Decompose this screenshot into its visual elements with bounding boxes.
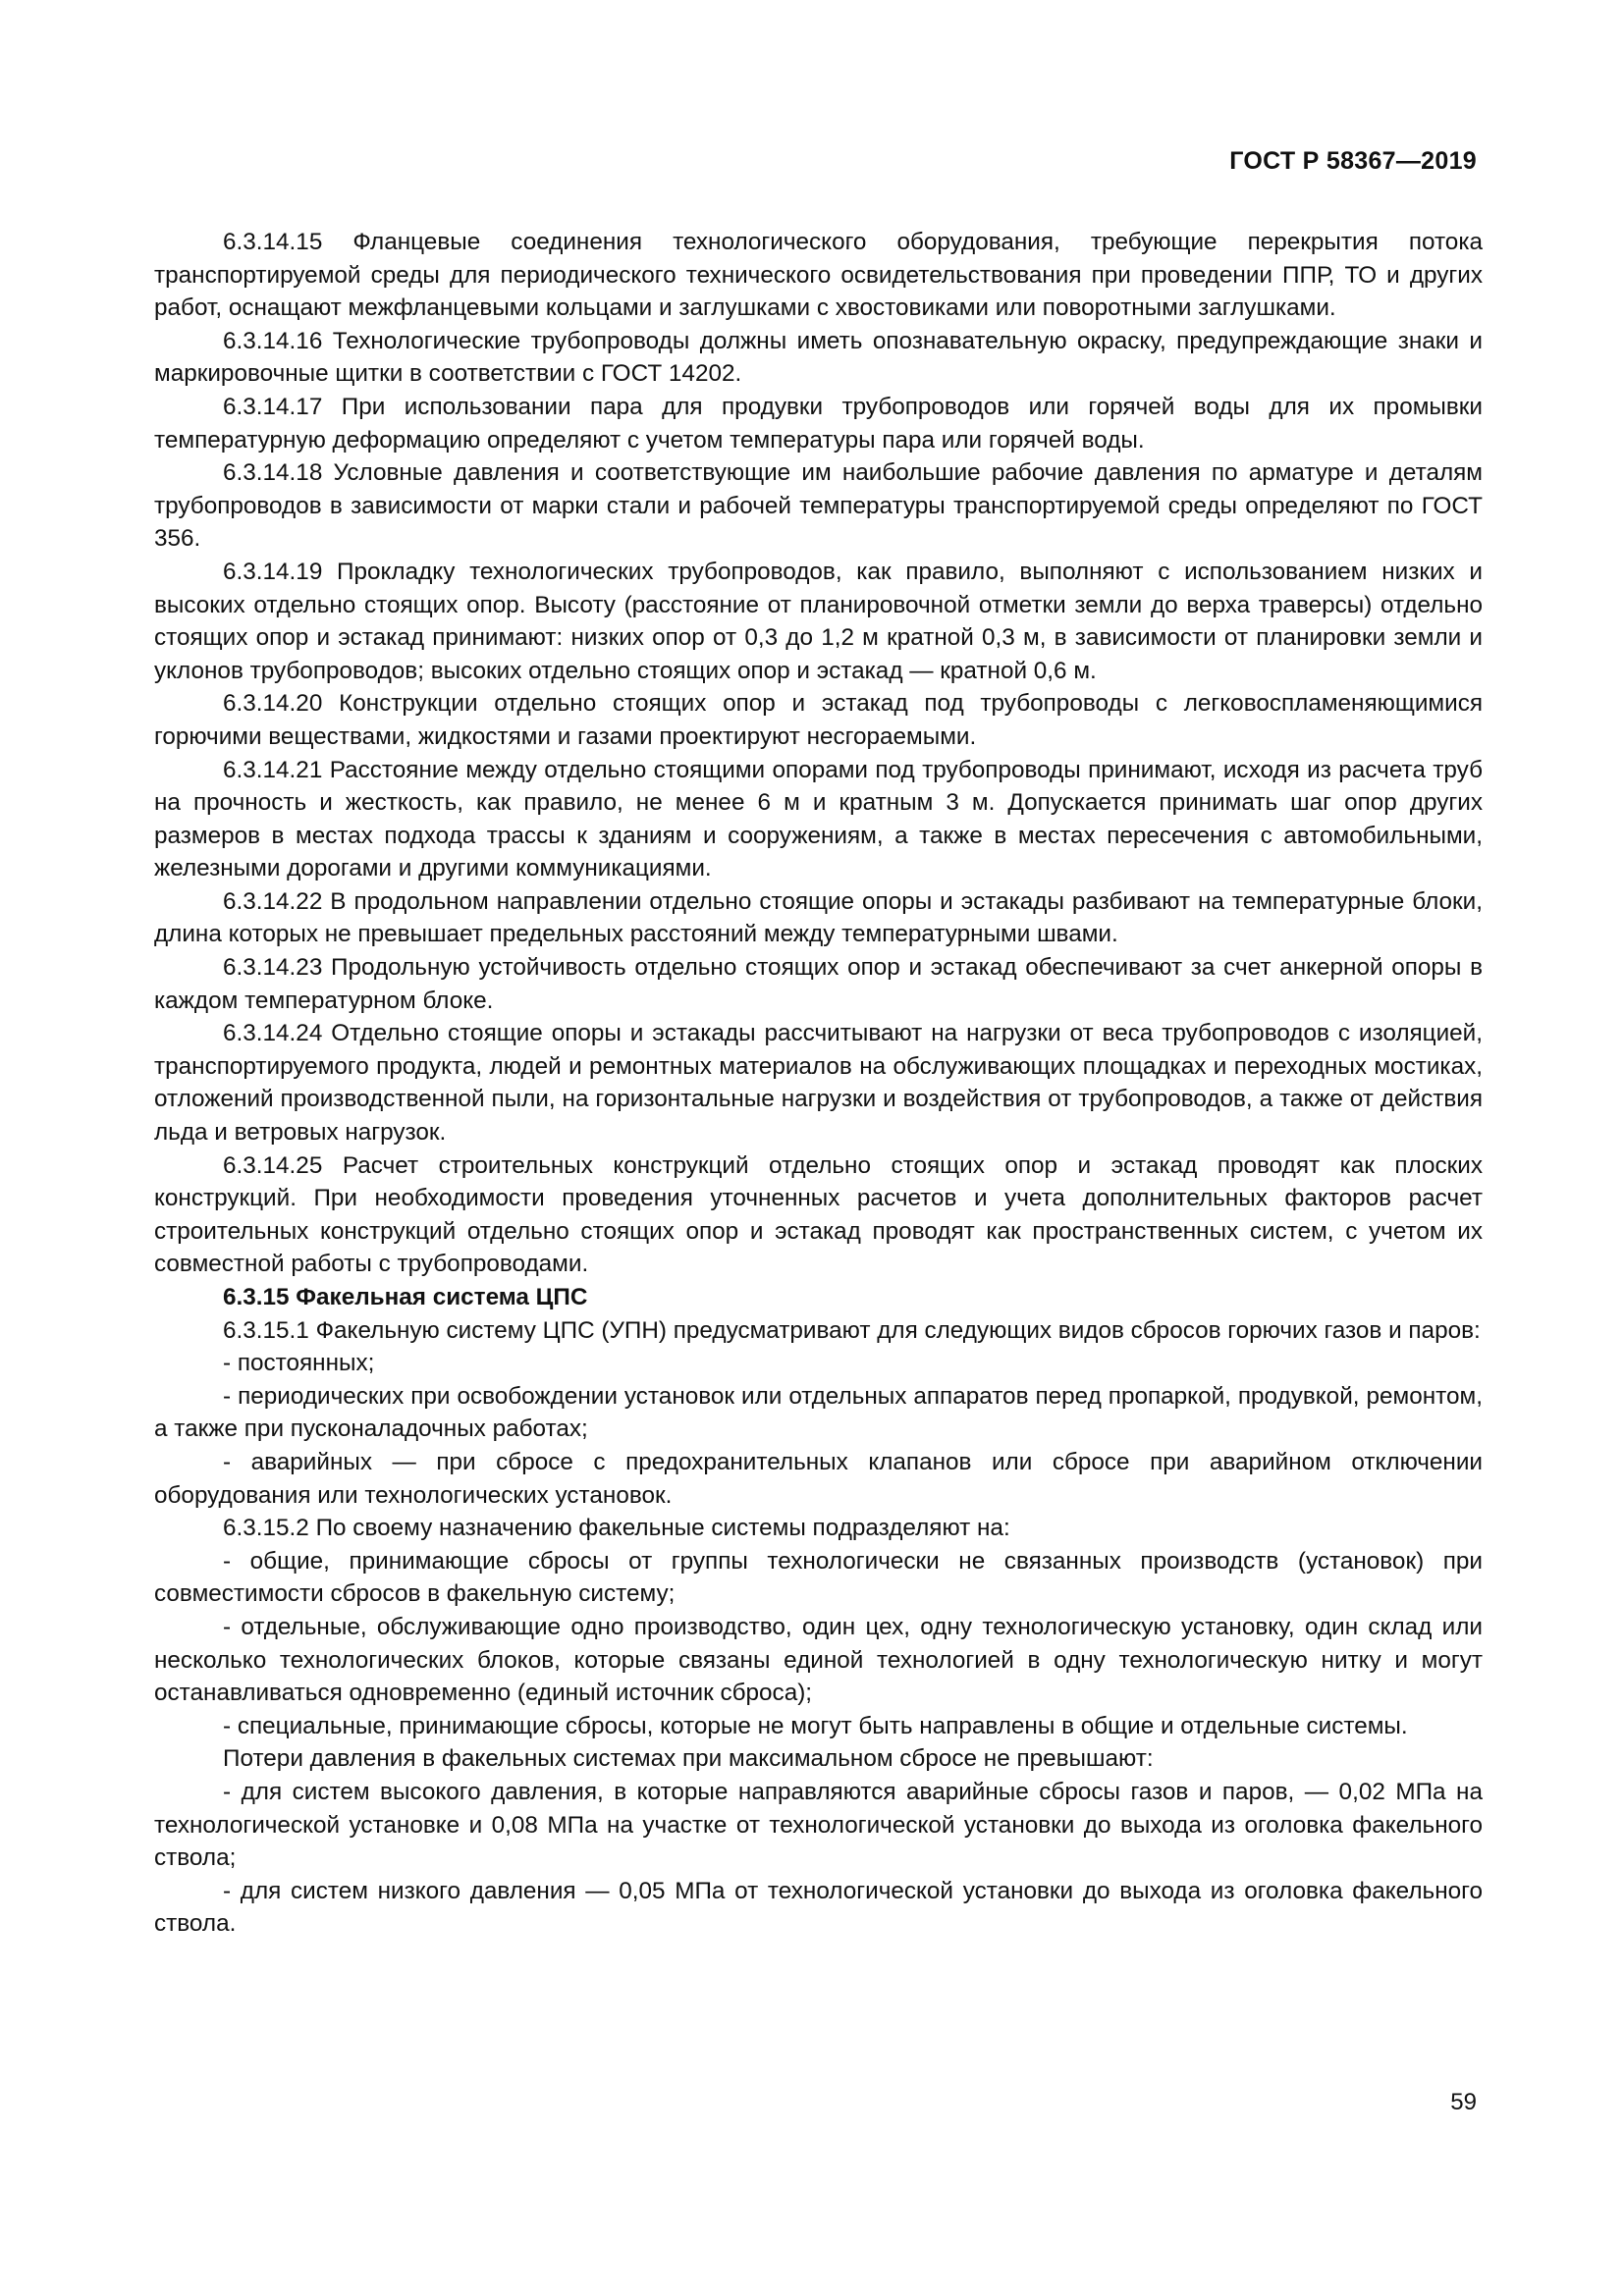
paragraph-6-3-14-22: 6.3.14.22 В продольном направлении отдельно стоящие опоры и эстакады разбивают на температурные блоки, длина которых не превышает предельных расстояний между температурными швами. [154,887,1483,948]
paragraph-6-3-14-21: 6.3.14.21 Расстояние между отдельно стоящими опорами под трубопроводы принимают, исходя из расчета труб на прочность и жесткость, как правило, не менее 6 м и кратным 3 м. Допускается принимать шаг опор других размеров в местах подхода трассы к зданиям и сооружениям, а также в местах пересечения с автомобильными, железными дорогами и другими коммуникациями. [154,756,1483,882]
paragraph-6-3-15-2: 6.3.15.2 По своему назначению факельные системы подразделяют на: [223,1515,1010,1542]
list-item: - для систем низкого давления — 0,05 МПа от технологической установки до выхода из оголовка факельного ствола. [154,1877,1483,1938]
paragraph-6-3-14-16: 6.3.14.16 Технологические трубопроводы должны иметь опознавательную окраску, предупреждающие знаки и маркировочные щитки в соответствии с ГОСТ 14202. [154,327,1483,388]
list-item: - аварийных — при сбросе с предохранительных клапанов или сбросе при аварийном отключении оборудования или технологических установок. [154,1448,1483,1509]
paragraph-6-3-14-23: 6.3.14.23 Продольную устойчивость отдельно стоящих опор и эстакад обеспечивают за счет анкерной опоры в каждом температурном блоке. [154,954,1483,1014]
list-item: - для систем высокого давления, в которые направляются аварийные сбросы газов и паров, — 0,02 МПа на технологической установке и 0,08 МПа на участке от технологической установки до выхода из оголовка факельного ствола; [154,1778,1483,1872]
paragraph-pressure-losses: Потери давления в факельных системах при максимальном сбросе не превышают: [223,1745,1154,1773]
list-item: - постоянных; [223,1350,375,1377]
paragraph-6-3-14-20: 6.3.14.20 Конструкции отдельно стоящих опор и эстакад под трубопроводы с легковоспламеняющимися горючими веществами, жидкостями и газами проектируют несгораемыми. [154,690,1483,750]
paragraph-6-3-14-25: 6.3.14.25 Расчет строительных конструкций отдельно стоящих опор и эстакад проводят как плоских конструкций. При необходимости проведения уточненных расчетов и учета дополнительных факторов расчет строительных конструкций отдельно стоящих опор и эстакад проводят как пространственных систем, с учетом их совместной работы с трубопроводами. [154,1151,1483,1278]
document-code-header: ГОСТ Р 58367—2019 [1229,147,1477,175]
page-number: 59 [1450,2089,1477,2115]
document-body [154,226,1483,1941]
paragraph-6-3-14-15: 6.3.14.15 Фланцевые соединения технологического оборудования, требующие перекрытия потока транспортируемой среды для периодического технического освидетельствования при проведении ППР, ТО и других работ, оснащают межфланцевыми кольцами и заглушками с хвостовиками или поворотными заглушками. [154,229,1483,322]
list-item: - специальные, принимающие сбросы, которые не могут быть направлены в общие и отдельные системы. [223,1712,1408,1739]
paragraph-6-3-15-1: 6.3.15.1 Факельную систему ЦПС (УПН) предусматривают для следующих видов сбросов горючих газов и паров: [223,1316,1481,1344]
paragraph-6-3-14-19: 6.3.14.19 Прокладку технологических трубопроводов, как правило, выполняют с использованием низких и высоких отдельно стоящих опор. Высоту (расстояние от планировочной отметки земли до верха траверсы) отдельно стоящих опор и эстакад принимают: низких опор от 0,3 до 1,2 м кратной 0,3 м, в зависимости от планировки земли и уклонов трубопроводов; высоких отдельно стоящих опор и эстакад — кратной 0,6 м. [154,558,1483,684]
section-heading-6-3-15: 6.3.15 Факельная система ЦПС [223,1284,588,1310]
paragraph-6-3-14-24: 6.3.14.24 Отдельно стоящие опоры и эстакады рассчитывают на нагрузки от веса трубопроводов с изоляцией, транспортируемого продукта, людей и ремонтных материалов на обслуживающих площадках и переходных мостиках, отложений производственной пыли, на горизонтальные нагрузки и воздействия от трубопроводов, а также от действия льда и ветровых нагрузок. [154,1020,1483,1147]
list-item: - отдельные, обслуживающие одно производство, один цех, одну технологическую установку, один склад или несколько технологических блоков, которые связаны единой технологией в одну технологическую нитку и могут останавливаться одновременно (единый источник сброса); [154,1613,1483,1707]
list-item: - периодических при освобождении установок или отдельных аппаратов перед пропаркой, продувкой, ремонтом, а также при пусконаладочных работах; [154,1382,1483,1443]
list-item: - общие, принимающие сбросы от группы технологически не связанных производств (установок) при совместимости сбросов в факельную систему; [154,1547,1483,1608]
paragraph-6-3-14-18: 6.3.14.18 Условные давления и соответствующие им наибольшие рабочие давления по арматуре и деталям трубопроводов в зависимости от марки стали и рабочей температуры транспортируемой среды определяют по ГОСТ 356. [154,459,1483,553]
paragraph-6-3-14-17: 6.3.14.17 При использовании пара для продувки трубопроводов или горячей воды для их промывки температурную деформацию определяют с учетом температуры пара или горячей воды. [154,393,1483,454]
